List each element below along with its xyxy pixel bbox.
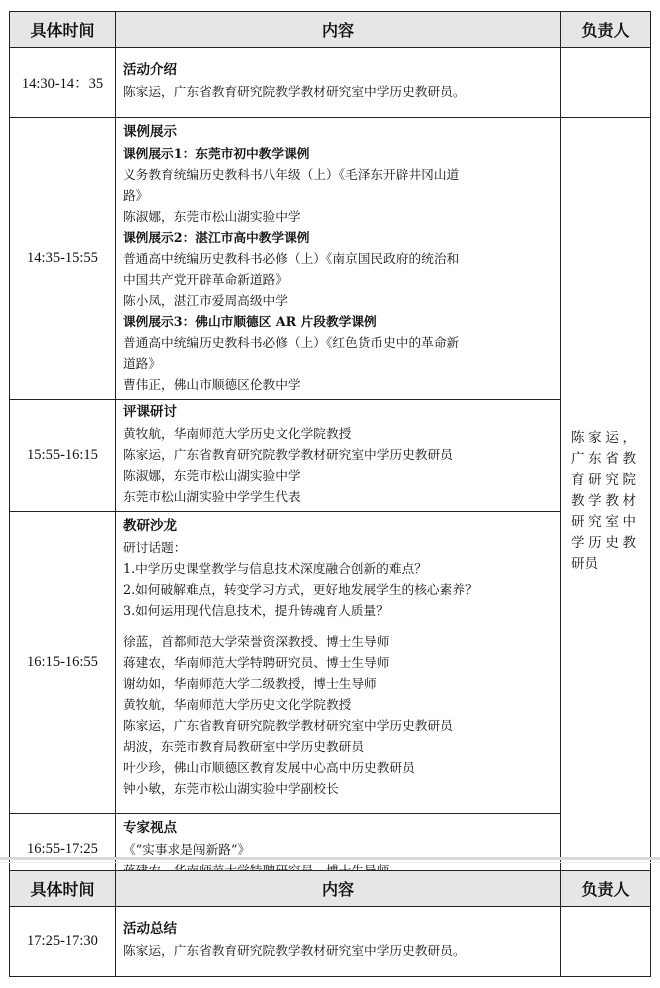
- content-line: 路》: [123, 188, 149, 203]
- section-title: 活动总结: [123, 921, 177, 937]
- sub-title: 课例展示1：东莞市初中教学课例: [123, 146, 310, 161]
- content-cell: [116, 907, 561, 977]
- header-owner: 负责人: [561, 871, 651, 907]
- table-row: [10, 907, 651, 977]
- table-row: [10, 512, 651, 814]
- participant-line: 陈家运，广东省教育研究院教学教材研究室中学历史教研员: [123, 718, 453, 733]
- content-line: 陈淑娜，东莞市松山湖实验中学: [123, 209, 301, 224]
- content-line: 普通高中统编历史教科书必修（上）《红色货币史中的革命新: [123, 335, 460, 350]
- participant-line: 黄牧航，华南师范大学历史文化学院教授: [123, 697, 352, 712]
- time-cell: 14:35-15:55: [10, 118, 116, 400]
- content-line: 陈小凤，湛江市爱周高级中学: [123, 293, 288, 308]
- header-owner: 负责人: [561, 12, 651, 48]
- header-time: 具体时间: [10, 871, 116, 907]
- time-cell: 17:25-17:30: [10, 907, 116, 977]
- page-divider: [0, 857, 660, 860]
- time-cell: 16:55-17:25: [10, 814, 116, 886]
- content-cell: [116, 118, 561, 400]
- spacer: [123, 621, 552, 631]
- content-line: 2.如何破解难点，转变学习方式，更好地发展学生的核心素养？: [123, 582, 478, 597]
- table-row: [10, 400, 651, 512]
- section-title: 课例展示: [123, 124, 177, 140]
- sub-title: 课例展示2：湛江市高中教学课例: [123, 230, 310, 245]
- participant-line: 谢幼如，华南师范大学二级教授，博士生导师: [123, 676, 377, 691]
- section-title: 评课研讨: [123, 404, 177, 420]
- table-header-row: [10, 12, 651, 48]
- table-row: [10, 118, 651, 400]
- participant-line: 徐蓝，首都师范大学荣誉资深教授、博士生导师: [123, 634, 390, 649]
- section-title: 教研沙龙: [123, 518, 177, 534]
- time-cell: 15:55-16:15: [10, 400, 116, 512]
- owner-cell-empty: [561, 907, 651, 977]
- sub-title: 课例展示3：佛山市顺德区 AR 片段教学课例: [123, 314, 377, 329]
- content-cell: [116, 48, 561, 118]
- content-line: 研讨话题：: [123, 540, 187, 555]
- table-header-row: [10, 871, 651, 907]
- content-line: 东莞市松山湖实验中学学生代表: [123, 489, 301, 504]
- table-row: [10, 48, 651, 118]
- content-line: 陈家运，广东省教育研究院教学教材研究室中学历史教研员: [123, 447, 453, 462]
- schedule-table-continued: [9, 870, 651, 977]
- header-content: 内容: [116, 12, 561, 48]
- page-divider-light: [0, 862, 660, 863]
- content-cell: [116, 400, 561, 512]
- content-line: 义务教育统编历史教科书八年级（上）《毛泽东开辟井冈山道: [123, 167, 460, 182]
- section-title: 专家视点: [123, 820, 177, 836]
- content-line: 普通高中统编历史教科书必修（上）《南京国民政府的统治和: [123, 251, 460, 266]
- content-line: 陈家运，广东省教育研究院教学教材研究室中学历史教研员。: [123, 84, 466, 99]
- time-cell: 14:30-14：35: [10, 48, 116, 118]
- schedule-table: [9, 11, 651, 886]
- content-line: 中国共产党开辟革命新道路》: [123, 272, 288, 287]
- participant-line: 胡波，东莞市教育局教研室中学历史教研员: [123, 739, 365, 754]
- section-title: 活动介绍: [123, 62, 177, 78]
- header-content: 内容: [116, 871, 561, 907]
- content-line: 黄牧航，华南师范大学历史文化学院教授: [123, 426, 352, 441]
- participant-line: 钟小敏，东莞市松山湖实验中学副校长: [123, 781, 339, 796]
- content-line: 3.如何运用现代信息技术，提升铸魂育人质量？: [123, 603, 389, 618]
- content-line: 《“实事求是闯新路”》: [123, 842, 251, 857]
- content-line: 1.中学历史课堂教学与信息技术深度融合创新的难点？: [123, 561, 427, 576]
- content-line: 道路》: [123, 356, 162, 371]
- owner-cell: 陈家运，广东省教育研究院教学教材研究室中学历史教研员: [561, 118, 651, 886]
- content-line: 陈淑娜，东莞市松山湖实验中学: [123, 468, 301, 483]
- time-cell: 16:15-16:55: [10, 512, 116, 814]
- participant-line: 蒋建农，华南师范大学特聘研究员、博士生导师: [123, 655, 390, 670]
- content-line: 曹伟正，佛山市顺德区伦教中学: [123, 377, 301, 392]
- header-time: 具体时间: [10, 12, 116, 48]
- participant-line: 叶少珍，佛山市顺德区教育发展中心高中历史教研员: [123, 760, 415, 775]
- owner-cell-empty: [561, 48, 651, 118]
- content-cell: [116, 512, 561, 814]
- content-line: 陈家运，广东省教育研究院教学教材研究室中学历史教研员。: [123, 943, 466, 958]
